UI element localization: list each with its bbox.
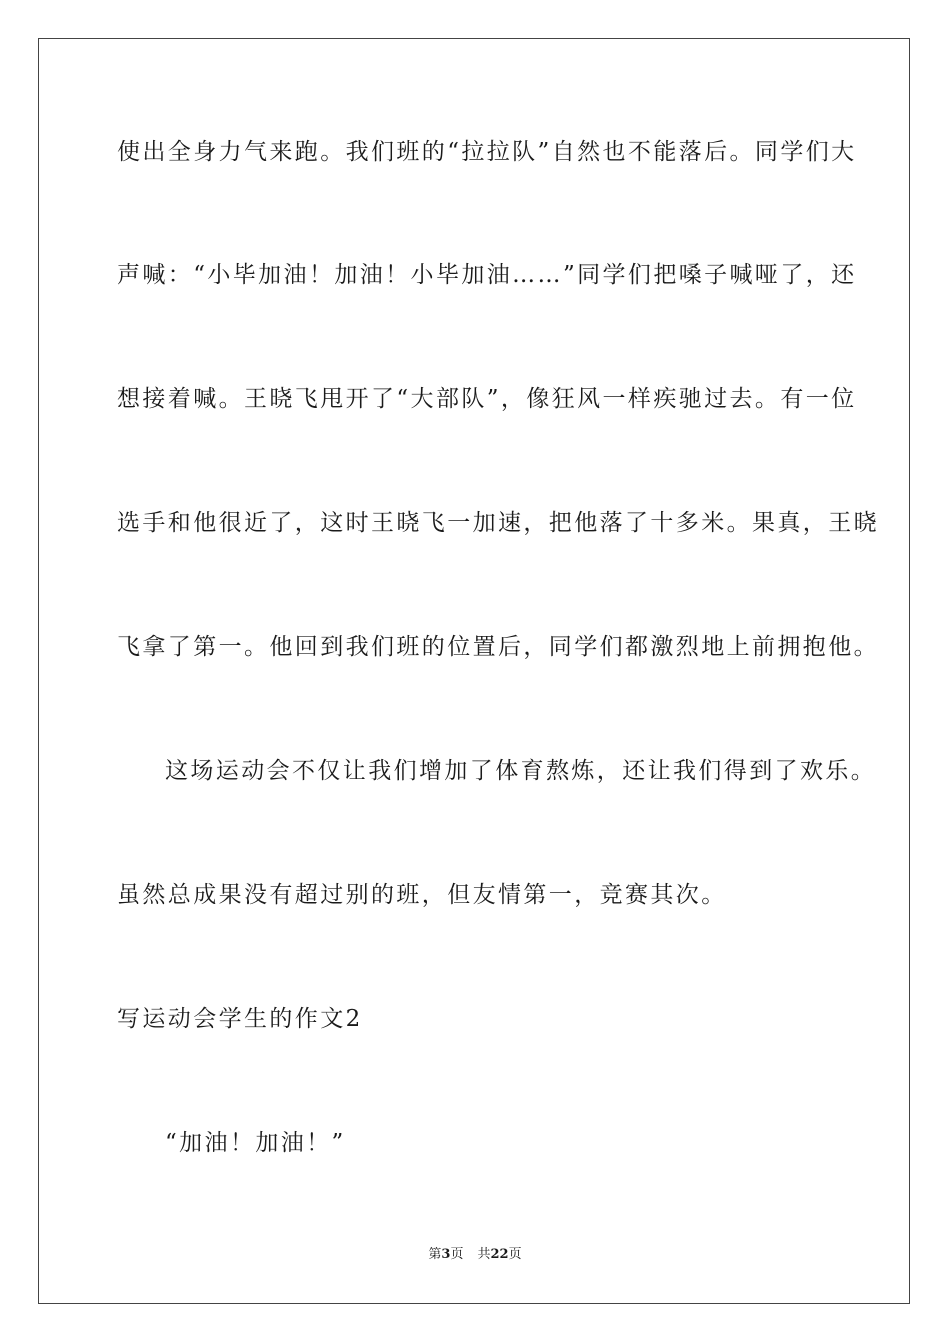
body-text-line: 使出全身力气来跑。我们班的“拉拉队”自然也不能落后。同学们大 xyxy=(117,139,857,165)
body-text-line: 想接着喊。王晓飞甩开了“大部队”，像狂风一样疾驰过去。有一位 xyxy=(117,386,857,412)
page-border xyxy=(38,38,910,1304)
paragraph-first-line: 这场运动会不仅让我们增加了体育熬炼，还让我们得到了欢乐。 xyxy=(165,758,877,784)
page-suffix: 页 xyxy=(450,1247,464,1262)
total-prefix: 共 xyxy=(477,1247,491,1262)
body-text-line: 虽然总成果没有超过别的班，但友情第一，竞赛其次。 xyxy=(117,882,727,908)
body-text-line: 飞拿了第一。他回到我们班的位置后，同学们都激烈地上前拥抱他。 xyxy=(117,634,879,660)
total-pages: 22 xyxy=(490,1247,509,1262)
page-prefix: 第 xyxy=(428,1247,442,1262)
paragraph-first-line: “加油！加油！” xyxy=(165,1130,346,1156)
body-text-line: 选手和他很近了，这时王晓飞一加速，把他落了十多米。果真，王晓 xyxy=(117,510,879,536)
page-number: 3 xyxy=(441,1247,451,1262)
section-heading: 写运动会学生的作文2 xyxy=(117,1006,363,1032)
total-suffix: 页 xyxy=(508,1247,522,1262)
page-footer xyxy=(0,1246,950,1264)
body-text-line: 声喊：“小毕加油！加油！小毕加油……”同学们把嗓子喊哑了，还 xyxy=(117,262,857,288)
